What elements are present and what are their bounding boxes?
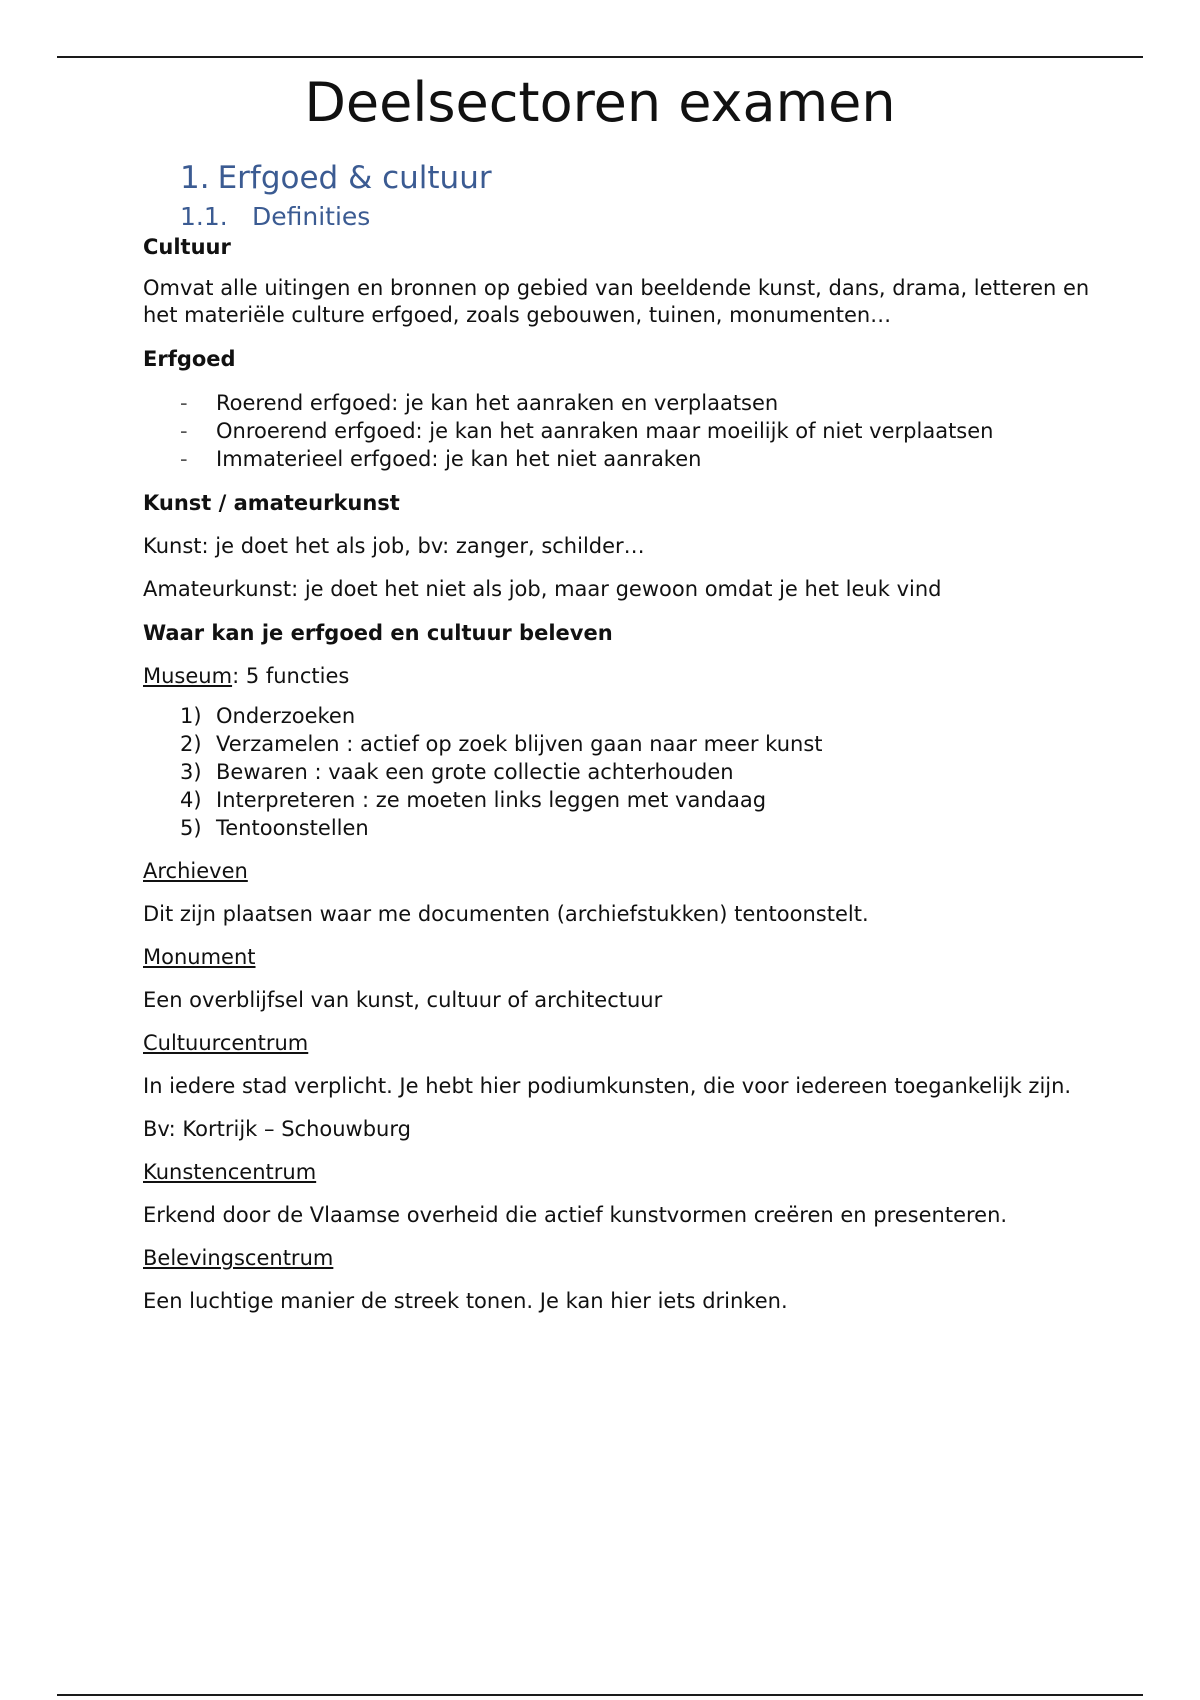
header-rule [57,56,1143,58]
monument-label: Monument [143,945,256,969]
list-item: - Immaterieel erfgoed: je kan het niet aanraken [180,447,702,471]
list-item: 5) Tentoonstellen [180,816,369,840]
museum-label: Museum [143,664,233,688]
footer-rule [57,1694,1143,1696]
cultuurcentrum-label: Cultuurcentrum [143,1031,309,1055]
amateurkunst-text: Amateurkunst: je doet het niet als job, maar gewoon omdat je het leuk vind [143,577,942,601]
museum-line [143,663,1093,690]
list-item: - Onroerend erfgoed: je kan het aanraken maar moeilijk of niet verplaatsen [180,419,994,443]
belevingscentrum-label: Belevingscentrum [143,1246,334,1270]
section-kunst-title: Kunst / amateurkunst [143,491,400,515]
archieven-label: Archieven [143,859,248,883]
document-title: Deelsectoren examen [304,71,896,134]
kunstencentrum-text: Erkend door de Vlaamse overheid die actief kunstvormen creëren en presenteren. [143,1203,1008,1227]
museum-suffix: : 5 functies [232,664,350,688]
list-item: 4) Interpreteren : ze moeten links leggen met vandaag [180,788,767,812]
section-beleven-title: Waar kan je erfgoed en cultuur beleven [143,621,613,645]
section-erfgoed-title: Erfgoed [143,347,236,371]
cultuurcentrum-text: In iedere stad verplicht. Je hebt hier podiumkunsten, die voor iedereen toegankelijk zijn. [143,1074,1072,1098]
list-item: 1) Onderzoeken [180,704,356,728]
museum-functions-list [143,702,1093,842]
section-cultuur-title: Cultuur [143,235,231,259]
heading-2-text: Definities [252,202,371,231]
list-item: 2) Verzamelen : actief op zoek blijven gaan naar meer kunst [180,732,823,756]
cultuurcentrum-example: Bv: Kortrijk – Schouwburg [143,1117,411,1141]
belevingscentrum-text: Een luchtige manier de streek tonen. Je kan hier iets drinken. [143,1289,788,1313]
document-body [143,158,1093,1331]
list-item: 3) Bewaren : vaak een grote collectie achterhouden [180,760,734,784]
heading-2-number: 1.1. [180,202,228,231]
list-item: - Roerend erfgoed: je kan het aanraken en verplaatsen [180,391,779,415]
kunst-text: Kunst: je doet het als job, bv: zanger, schilder… [143,534,645,558]
heading-1-text: Erfgoed & cultuur [217,160,492,196]
heading-2 [180,201,1093,233]
monument-text: Een overblijfsel van kunst, cultuur of architectuur [143,988,663,1012]
section-cultuur-text: Omvat alle uitingen en bronnen op gebied van beeldende kunst, dans, drama, letteren en het materiële culture erfgoed, zoals gebouwen, tuinen, monumenten… [143,276,1090,327]
archieven-text: Dit zijn plaatsen waar me documenten (archiefstukken) tentoonstelt. [143,902,869,926]
kunstencentrum-label: Kunstencentrum [143,1160,317,1184]
heading-1 [180,158,1093,198]
heading-1-number: 1. [180,160,210,196]
erfgoed-list [143,389,1093,473]
